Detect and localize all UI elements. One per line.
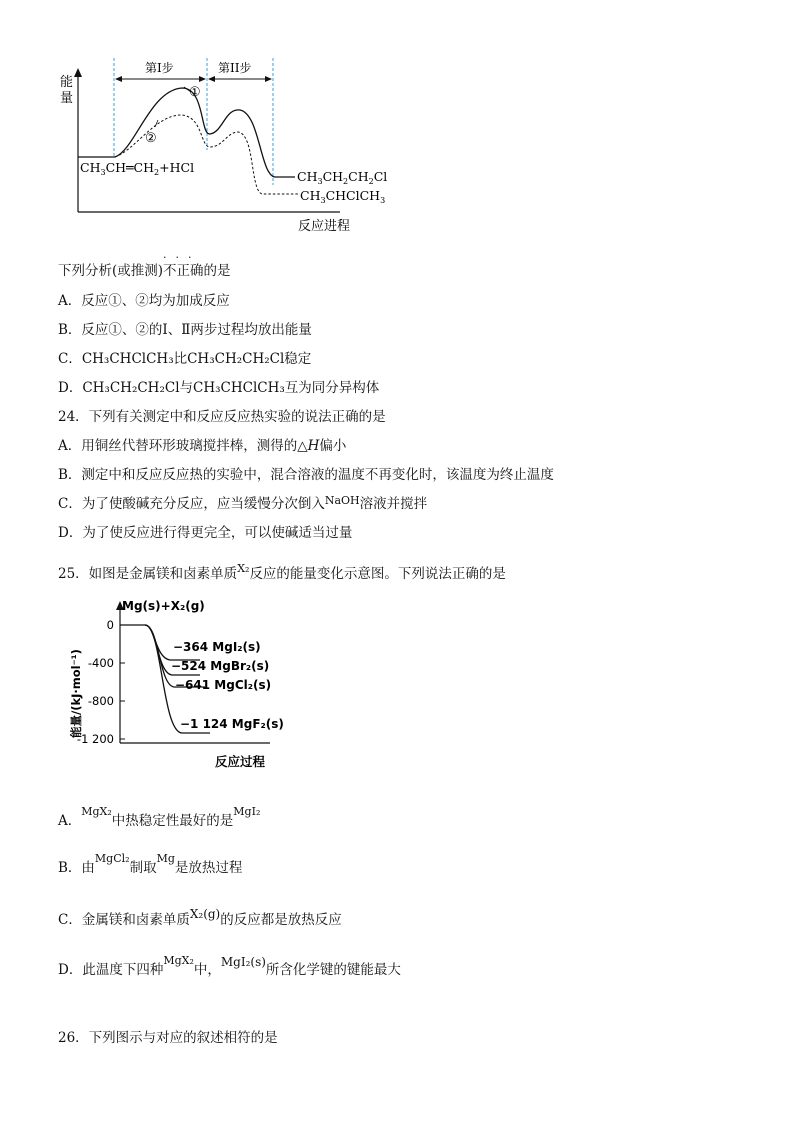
reactant-label: $CH_3CH═CH_2+HCl$ [80,160,195,177]
tick-800: -800 [87,694,114,708]
q26-stem: 26．下列图示与对应的叙述相符的是 [58,1030,278,1046]
step2-label: 第II步 [218,61,252,75]
y-axis-label-2: 量 [60,91,74,106]
q25-option-c[interactable]: C．金属镁和卤素单质X₂(g)的反应都是放热反应 [58,907,342,928]
q24-option-b[interactable]: B．测定中和反应反应热的实验中，混合溶液的温度不再变化时，该温度为终止温度 [58,467,554,483]
x-axis-label: 反应过程 [215,754,266,769]
q23-option-b[interactable]: B．反应①、②的Ⅰ、Ⅱ两步过程均放出能量 [58,322,312,338]
mg-halogen-energy-diagram [60,598,290,773]
q25-stem: 25．如图是金属镁和卤素单质$^{X_2}$反应的能量变化示意图。下列说法正确的是 [58,562,506,582]
x-axis-label: 反应进程 [298,219,351,234]
curve-2-label: ② [145,131,157,146]
q24-option-a[interactable]: A．用铜丝代替环形玻璃搅拌棒，测得的△H偏小 [58,438,347,454]
product2-label: $CH_3CHClCH_3$ [300,188,386,205]
step1-label: 第I步 [145,61,174,75]
label-mgbr2: −524 MgBr₂(s) [171,659,270,673]
q24-option-d[interactable]: D．为了使反应进行得更完全，可以使碱适当过量 [58,525,353,541]
label-mgcl2: −641 MgCl₂(s) [175,678,272,692]
q24-stem: 24．下列有关测定中和反应反应热实验的说法正确的是 [58,409,386,425]
y-axis-arrow [74,68,82,77]
tick-400: -400 [87,656,114,670]
reaction-energy-diagram [55,50,395,240]
q23-option-a[interactable]: A．反应①、②均为加成反应 [58,293,230,309]
q25-option-b[interactable]: B．由$^{MgCl_2}$制取$^{Mg}$是放热过程 [58,852,243,876]
reactant-label: Mg(s)+X₂(g) [122,599,205,613]
label-mgf2: −1 124 MgF₂(s) [180,717,284,731]
label-mgi2: −364 MgI₂(s) [173,640,261,654]
curve-1-label: ① [189,85,201,100]
q23-option-c[interactable]: C．CH₃CHClCH₃比CH₃CH₂CH₂Cl稳定 [58,351,312,367]
q25-option-d[interactable]: D．此温度下四种$^{MgX_2}$中，MgI₂(s)所含化学键的键能最大 [58,954,401,978]
q24-option-c[interactable]: C．为了使酸碱充分反应，应当缓慢分次倒入$^{NaOH}$溶液并搅拌 [58,494,428,512]
product1-label: $CH_3CH_2CH_2Cl$ [297,169,388,186]
q23-emphasis: 不正确 ··· [163,251,204,279]
curve-2 [115,115,300,194]
tick-1200: -1 200 [76,732,114,746]
y-axis-label-1: 能 [60,75,74,90]
tick-0: 0 [106,618,114,632]
q25-option-a[interactable]: A．$^{MgX_2}$中热稳定性最好的是$^{MgI_2}$ [58,805,261,829]
y-axis-label: 能量/(kJ·mol⁻¹) [69,649,83,738]
q23-stem: 下列分析(或推测)不正确 ··· 的是 [58,251,231,279]
q23-option-d[interactable]: D．CH₃CH₂CH₂Cl与CH₃CHClCH₃互为同分异构体 [58,380,380,396]
